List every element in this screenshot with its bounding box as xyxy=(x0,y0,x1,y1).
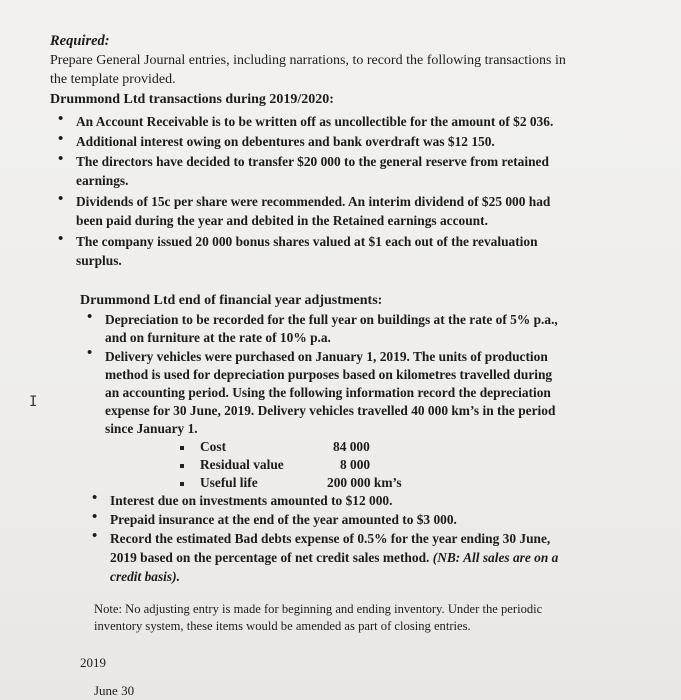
required-heading: Required: xyxy=(50,33,110,49)
bullet-marker: • xyxy=(87,345,93,361)
transaction-4-line-1: Dividends of 15c per share were recommended. An interim dividend of $25 000 had xyxy=(76,194,551,209)
adjustment-4-line-1: Prepaid insurance at the end of the year amounted to $3 000. xyxy=(110,512,457,527)
adjustment-2-line-1: Delivery vehicles were purchased on January 1, 2019. The units of production xyxy=(105,349,548,364)
intro-line-2: the template provided. xyxy=(50,72,176,87)
transaction-2-line-1: Additional interest owing on debentures and bank overdraft was $12 150. xyxy=(76,134,495,149)
bullet-marker: • xyxy=(58,131,64,147)
transaction-3-line-2: earnings. xyxy=(76,173,129,188)
vehicle-label-cost: Cost xyxy=(200,439,227,454)
adjustment-2-line-4: expense for 30 June, 2019. Delivery vehicles travelled 40 000 km’s in the period xyxy=(105,403,556,418)
note-line-2: inventory system, these items would be amended as part of closing entries. xyxy=(94,619,471,633)
adjustment-1-line-1: Depreciation to be recorded for the full year on buildings at the rate of 5% p.a., xyxy=(105,312,558,327)
adjustment-3-line-1: Interest due on investments amounted to $12 000. xyxy=(110,493,393,508)
adjustment-5-line-2 xyxy=(110,550,558,566)
bullet-marker: • xyxy=(58,151,64,167)
vehicle-value-cost: 84 000 xyxy=(333,439,370,454)
adjustment-5-note-2: credit basis). xyxy=(110,569,180,584)
transaction-4-line-2: been paid during the year and debited in the Retained earnings account. xyxy=(76,213,488,228)
bullet-marker: • xyxy=(58,191,64,207)
transaction-5-line-2: surplus. xyxy=(76,253,122,268)
bullet-marker: • xyxy=(92,490,98,506)
vehicle-label-life: Useful life xyxy=(200,475,258,490)
transaction-5-line-1: The company issued 20 000 bonus shares valued at $1 each out of the revaluation xyxy=(76,234,538,249)
square-bullet xyxy=(180,482,184,486)
bullet-marker: • xyxy=(92,509,98,525)
adjustment-5-note: (NB: All sales are on a xyxy=(432,550,559,565)
bullet-marker: • xyxy=(87,309,93,325)
transactions-title: Drummond Ltd transactions during 2019/2020: xyxy=(50,92,334,107)
note-line-1: Note: No adjusting entry is made for beginning and ending inventory. Under the periodic xyxy=(94,602,543,616)
adjustment-2-line-2: method is used for depreciation purposes based on kilometres travelled during xyxy=(105,367,553,382)
transaction-3-line-1: The directors have decided to transfer $20 000 to the general reserve from retained xyxy=(76,154,549,169)
adjustment-5-line-1: Record the estimated Bad debts expense of 0.5% for the year ending 30 June, xyxy=(110,531,551,546)
bullet-marker: • xyxy=(92,528,98,544)
square-bullet xyxy=(180,464,184,468)
adjustment-2-line-5: since January 1. xyxy=(105,421,198,436)
transaction-1-line-1: An Account Receivable is to be written off as uncollectible for the amount of $2 036. xyxy=(76,114,554,129)
bullet-marker: • xyxy=(58,111,64,127)
vehicle-value-life: 200 000 km’s xyxy=(327,475,402,490)
square-bullet xyxy=(180,446,184,450)
intro-line-1: Prepare General Journal entries, including narrations, to record the following transactions in xyxy=(50,53,566,68)
adjustment-5-line-2-text: 2019 based on the percentage of net credit sales method. xyxy=(110,550,430,565)
journal-year: 2019 xyxy=(80,655,106,670)
adjustments-title: Drummond Ltd end of financial year adjustments: xyxy=(80,293,383,308)
vehicle-value-residual: 8 000 xyxy=(340,457,371,472)
vehicle-label-residual: Residual value xyxy=(200,457,284,472)
adjustment-1-line-2: and on furniture at the rate of 10% p.a. xyxy=(105,330,331,345)
bullet-marker: • xyxy=(58,231,64,247)
text-cursor-icon: I xyxy=(29,394,38,410)
adjustment-2-line-3: an accounting period. Using the following information record the depreciation xyxy=(105,385,551,400)
journal-date: June 30 xyxy=(94,683,135,698)
